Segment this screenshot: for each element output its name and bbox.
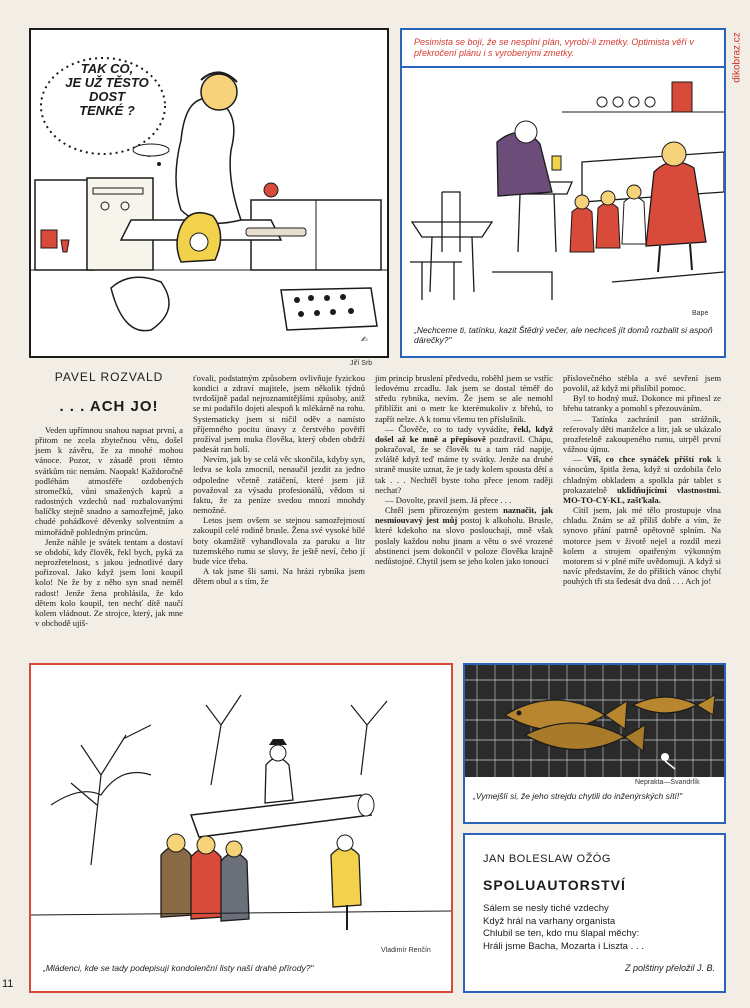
article-author: PAVEL ROZVALD (54, 370, 164, 384)
text-run: — Člověče, co to tady vyvádíte, (385, 423, 514, 434)
bold-run: řekl, když došel až ke mně a přepisově (375, 423, 554, 444)
speech-line: TAK CO, (80, 61, 134, 76)
paragraph (375, 424, 553, 495)
speech-line: TENKÉ ? (79, 103, 135, 118)
article-column-2 (193, 373, 365, 586)
cartoon-fish (463, 663, 726, 824)
paragraph: jim princip bruslení předvedu, roběhl jsem se vstříc ledovému zrcadlu. Jak jsem se dostal téměř do středu rybníka, nevím. Že jsem se ale nemohl přiblížit ani o metr ke kterémukoliv z břehů, to zapřít nelze. A k tomu všemu ten příslušník. (375, 373, 553, 424)
paragraph (375, 505, 553, 566)
bold-run: uklidňujícími vlastnostmi. MO-TO-CY-KL, zašťkala. (563, 484, 721, 505)
paragraph: ťovali, podstatným způsobem ovlivňuje fyzickou kondici a zdraví majitele, jsem několik týdnů tvrdošíjně padal nejroznamitějšími způsoby, aniž se mi podařilo dojeti alespoň k mlékárně na rohu. Systematicky jsem si ničil oděv a namísto příjemného pocitu únavy z čerstvého povětří prožíval jsem muka člověka, který obden obdrží padesát ran holí. (193, 373, 365, 455)
cartoon-workers (29, 663, 453, 993)
poem-line: Sálem se nesly tiché vzdechy (483, 903, 609, 914)
cartoon-caption-workers: „Mládenci, kde se tady podepisují kondolenční listy naší drahé přírody?" (43, 963, 314, 973)
bold-run: naznačit, jak nesmiouvavý jest můj (375, 505, 553, 526)
fish-net-illustration (465, 665, 724, 777)
speech-line: JE UŽ TĚSTO (65, 75, 149, 90)
article-column-4 (563, 373, 721, 586)
text-run: — (573, 454, 587, 465)
paragraph: Veden upřímnou snahou napsat první, a přitom ne zcela zbytečnou větu, došel jsem k závěru, že za mnohé mohou vánoce. Pozor, v zásadě proti těmto svátkům nic nemám. Naopak! Každoročně podléhám atmosféře ozdobených stromečků, vůni smažených kaprů a radostných vzdechů nad rozbalovanými balíčky stejně snadno a samozřejmě, jako chudé pohádkové děvenky solventním a mimořádně pohledným princům. (35, 425, 183, 537)
paragraph: — Tatínka zachránil pan strážník, referovaly děti manželce a litr, jak se ukázalo prozřetelně zakoupeného rumu, utrpěl první vážnou újmu. (563, 413, 721, 455)
poem-title: SPOLUAUTORSTVÍ (483, 877, 626, 893)
bold-run: Víš, co chce synáček příští rok (586, 454, 712, 465)
paragraph: A tak jsme šli sami. Na hrázi rybníka jsem dětem obul a s tím, že (193, 565, 365, 587)
credit-srb: Jiří Srb (350, 360, 373, 367)
cartoon-caption-pub: „Nechceme ti, tatínku, kazit Štědrý večer, ale nechceš jít domů rozbalit si aspoň dárečky?" (414, 325, 713, 345)
paragraph: Jenže náhle je svátek tentam a dostaví se období, kdy člověk, řekl bych, pyká za neprozřetelnost, s jakou jednotlivé dary pořizoval. Jako když jsem loni koupil kolo! Ne že by z něho syn snad neměl radost! Jenže žena prohlásila, že kdo dětem kolo koupil, ten nechť dítě naučí kolem vládnout. Ze strojce, který, jak mne v obchodě ujiš- (35, 536, 183, 628)
watermark: dikobraz.cz (731, 32, 743, 83)
headline-rule (402, 66, 724, 68)
poem-line: Hráli jsme Bacha, Mozarta i Liszta . . . (483, 940, 645, 952)
poem-translator: Z polštiny přeložil J. B. (624, 963, 715, 973)
paragraph (563, 454, 721, 505)
svg-text:✍: ✍ (361, 335, 368, 344)
thought-bubble-text (53, 62, 161, 118)
paragraph: příslovečného stébla a své sevření jsem povolil, až když mi přislíbil pomoc. (563, 373, 721, 394)
text-run: Chtěl jsem přirozeným gestem (385, 505, 504, 516)
poem-line: Když hrál na varhany organista (483, 915, 616, 927)
paragraph: Letos jsem ovšem se stejnou samozřejmostí zakoupil celé rodině brusle. Žena své vysoké bílé boty okamžitě vyhandlovala za paruku a litr tuzemského rumu se slovy, že ještě neví, čeho jí bude více třeba. (193, 515, 365, 566)
text-run: k vánocům, špitla žena, když si ozdobila čelo chladným obkladem a spolkla pár tablet s prokazatelně (563, 454, 722, 495)
cartoon-headline: Pesimista se bojí, že se nesplní plán, vyrobí-li zmetky. Optimista věří v překročení plánu i s vyrobenými zmetky. (414, 37, 694, 58)
cartoon-kitchen (29, 28, 389, 358)
text-run: pozdravil. Chápu, pokračoval, že se člověk tu a tam rád napije, zvláště když teď máme ty svátky. Jenže na druhé straně musíte uznat, že je tady kolem spousta dětí a tak . . . Nechtěl byste toho přece jenom raději nechat? (375, 433, 553, 495)
paragraph: — Dovolte, pravil jsem. Já přece . . . (385, 494, 512, 505)
poem-box (463, 833, 726, 993)
poem-author: JAN BOLESLAW OŽÓG (483, 853, 611, 865)
paragraph: Byl to hodný muž. Dokonce mi přinesl ze břehu tatranky a pomohl s přezouváním. (563, 393, 721, 414)
text-run: postoj k alkoholu. Brusle, které kdekoho na slovo poslouchají, mně však poslaly každou nohu jinam a větu o své vrozené abstinenci jsem dokončil v poloze člověka krajně nedůstojné. Chytil jsem se jeho kolen jako tonoucí (375, 515, 553, 566)
credit-neprakta: Neprakta—Švandrlík (635, 779, 700, 786)
workers-illustration (31, 665, 451, 935)
article-column-1 (35, 425, 183, 628)
speech-line: DOST (88, 89, 126, 104)
page-number: 11 (2, 978, 14, 990)
credit-rencin: Vladimír Renčín (381, 947, 431, 954)
paragraph: Cítil jsem, jak mé tělo prostupuje vlna chladu. Znám se až příliš dobře a vím, že synovo přání patrně opětovně splním. Na motorce jsem v životě nejel a rozdíl mezi kolem a strojem opatřeným výkonným motorem si v plné míře uvědomuji. A když si navíc představím, že do příštích vánoc chybí pouhých tři sta šedesát dva dnů . . . Ach jo! (563, 505, 721, 587)
article-title: . . . ACH JO! (59, 398, 159, 415)
article-column-3 (375, 373, 553, 566)
cartoon-pub (400, 28, 726, 358)
credit-bape: Bape (692, 310, 709, 317)
paragraph: Nevím, jak by se celá věc skončila, kdyby syn, ledva se kola zmocnil, nenaučil jezdit za jedno odpoledne včetně zatáčení, které jsem již považoval za výsadu profesionálů, vědom si faktu, že za peníze svedou mnozí mnohdy nemožné. (193, 454, 365, 516)
poem-line: Chlubil se ten, kdo mu šlapal měchy: (483, 928, 640, 939)
pub-illustration (402, 72, 724, 302)
cartoon-caption-fish: „Vymejšlí si, že jeho strejdu chytili do inženýrských sítí!" (473, 791, 683, 801)
poem-body (483, 903, 723, 953)
